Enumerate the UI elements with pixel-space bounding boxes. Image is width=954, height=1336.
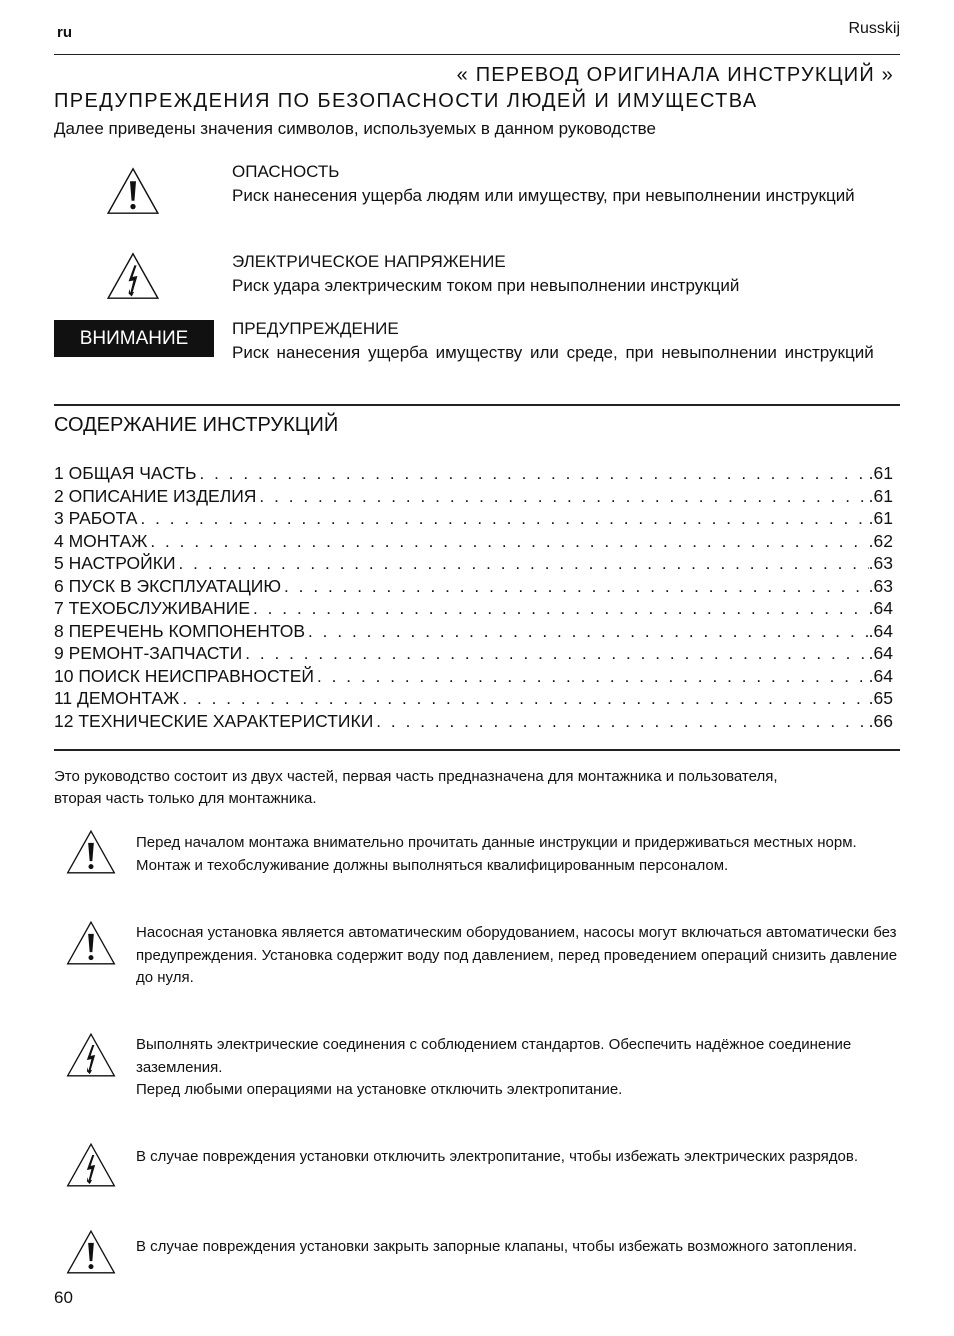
symbol-description: Риск нанесения ущерба имуществу или среде, при невыполнении инструкций xyxy=(232,343,874,362)
header-divider xyxy=(54,54,900,55)
section-title: ПРЕДУПРЕЖДЕНИЯ ПО БЕЗОПАСНОСТИ ЛЮДЕЙ И ИМУЩЕСТВА xyxy=(54,90,758,112)
toc-leader-dots xyxy=(250,599,869,619)
warning-text: В случае повреждения установки закрыть запорные клапаны, чтобы избежать возможного затопления. xyxy=(136,1238,857,1255)
toc-leader-dots xyxy=(179,689,868,709)
intro-text: Далее приведены значения символов, используемых в данном руководстве xyxy=(54,119,656,138)
danger-triangle-icon xyxy=(66,920,116,966)
warning-text: Выполнять электрические соединения с соблюдением стандартов. Обеспечить надёжное соединение заземления. xyxy=(136,1036,852,1076)
contents-title: СОДЕРЖАНИЕ ИНСТРУКЦИЙ xyxy=(54,414,339,436)
toc-item-title: 1 ОБЩАЯ ЧАСТЬ xyxy=(54,463,197,483)
toc-item-page: .61 xyxy=(868,508,893,528)
danger-triangle-icon xyxy=(66,829,116,875)
warning-text: В случае повреждения установки отключить электропитание, чтобы избежать электрических разрядов. xyxy=(136,1148,859,1165)
toc-item-page: .64 xyxy=(868,598,893,618)
toc-item-title: 11 ДЕМОНТАЖ xyxy=(54,688,180,708)
electric-triangle-icon xyxy=(105,252,161,300)
toc-leader-dots xyxy=(137,509,868,529)
danger-triangle-icon xyxy=(66,1229,116,1275)
warning-text: Перед началом монтажа внимательно прочитать данные инструкции и придерживаться местных норм. Монтаж и техобслуживание должны выполняться квалифицированным персоналом. xyxy=(136,834,857,874)
toc-item-title: 8 ПЕРЕЧЕНЬ КОМПОНЕНТОВ xyxy=(54,620,306,641)
body-paragraph: Это руководство состоит из двух частей, первая часть предназначена для монтажника и пользователя, вторая часть только для монтажника. xyxy=(54,768,778,807)
warning-text: Насосная установка является автоматическим оборудованием, насосы могут включаться автоматически без предупреждения. Установка содержит воду под давлением, перед проведением операций снизить давление до нуля. xyxy=(136,924,898,986)
toc-item[interactable] xyxy=(54,666,893,689)
section-divider xyxy=(54,404,900,406)
page-number: 60 xyxy=(54,1288,73,1307)
toc-leader-dots xyxy=(176,554,869,574)
attention-box: ВНИМАНИЕ xyxy=(54,320,214,357)
toc-item-page: .66 xyxy=(868,710,893,731)
toc-leader-dots xyxy=(305,622,869,642)
electric-triangle-icon xyxy=(66,1142,116,1188)
toc-leader-dots xyxy=(196,464,868,484)
toc-item-page: .61 xyxy=(868,463,893,483)
table-of-contents xyxy=(54,463,893,733)
toc-item-title: 6 ПУСК В ЭКСПЛУАТАЦИЮ xyxy=(54,575,282,596)
toc-item-title: 3 РАБОТА xyxy=(54,508,138,528)
warning-text: Перед любыми операциями на установке отключить электропитание. xyxy=(136,1081,623,1098)
toc-item[interactable] xyxy=(54,688,893,711)
toc-item[interactable] xyxy=(54,621,893,644)
toc-item[interactable] xyxy=(54,553,893,576)
document-title: « ПЕРЕВОД ОРИГИНАЛА ИНСТРУКЦИЙ » xyxy=(456,64,894,86)
language-name: Russkij xyxy=(848,20,900,37)
toc-item-page: .61 xyxy=(868,485,893,506)
symbol-description: Риск удара электрическим током при невыполнении инструкций xyxy=(232,276,740,295)
toc-leader-dots xyxy=(256,487,868,507)
symbol-title: ОПАСНОСТЬ xyxy=(232,162,340,181)
toc-item-page: .62 xyxy=(868,530,893,551)
toc-item-title: 7 ТЕХОБСЛУЖИВАНИЕ xyxy=(54,598,250,618)
toc-item-title: 5 НАСТРОЙКИ xyxy=(54,553,176,573)
toc-item[interactable] xyxy=(54,486,893,509)
toc-item-page: .64 xyxy=(868,643,893,663)
symbol-title: ПРЕДУПРЕЖДЕНИЕ xyxy=(232,319,399,338)
electric-triangle-icon xyxy=(66,1032,116,1078)
toc-item-page: .65 xyxy=(868,688,893,708)
toc-item[interactable] xyxy=(54,508,893,531)
section-divider xyxy=(54,749,900,751)
toc-item-title: 12 ТЕХНИЧЕСКИЕ ХАРАКТЕРИСТИКИ xyxy=(54,710,374,731)
toc-leader-dots xyxy=(242,644,868,664)
toc-item[interactable] xyxy=(54,531,893,554)
symbol-title: ЭЛЕКТРИЧЕСКОЕ НАПРЯЖЕНИЕ xyxy=(232,252,506,271)
toc-item-title: 4 МОНТАЖ xyxy=(54,530,148,551)
toc-item-page: .63 xyxy=(868,553,893,573)
toc-item[interactable] xyxy=(54,643,893,666)
toc-item[interactable] xyxy=(54,463,893,486)
toc-item-title: 2 ОПИСАНИЕ ИЗДЕЛИЯ xyxy=(54,485,257,506)
toc-item-page: .63 xyxy=(868,575,893,596)
toc-leader-dots xyxy=(281,577,869,597)
danger-triangle-icon xyxy=(105,167,161,215)
toc-leader-dots xyxy=(314,667,869,687)
toc-leader-dots xyxy=(373,712,868,732)
toc-item[interactable] xyxy=(54,598,893,621)
toc-item[interactable] xyxy=(54,711,893,734)
toc-item[interactable] xyxy=(54,576,893,599)
toc-item-title: 9 РЕМОНТ-ЗАПЧАСТИ xyxy=(54,643,243,663)
toc-leader-dots xyxy=(147,532,868,552)
toc-item-page: .64 xyxy=(868,620,893,641)
language-code: ru xyxy=(57,24,72,41)
symbol-description: Риск нанесения ущерба людям или имуществу, при невыполнении инструкций xyxy=(232,186,855,205)
toc-item-page: .64 xyxy=(868,665,893,686)
toc-item-title: 10 ПОИСК НЕИСПРАВНОСТЕЙ xyxy=(54,665,314,686)
